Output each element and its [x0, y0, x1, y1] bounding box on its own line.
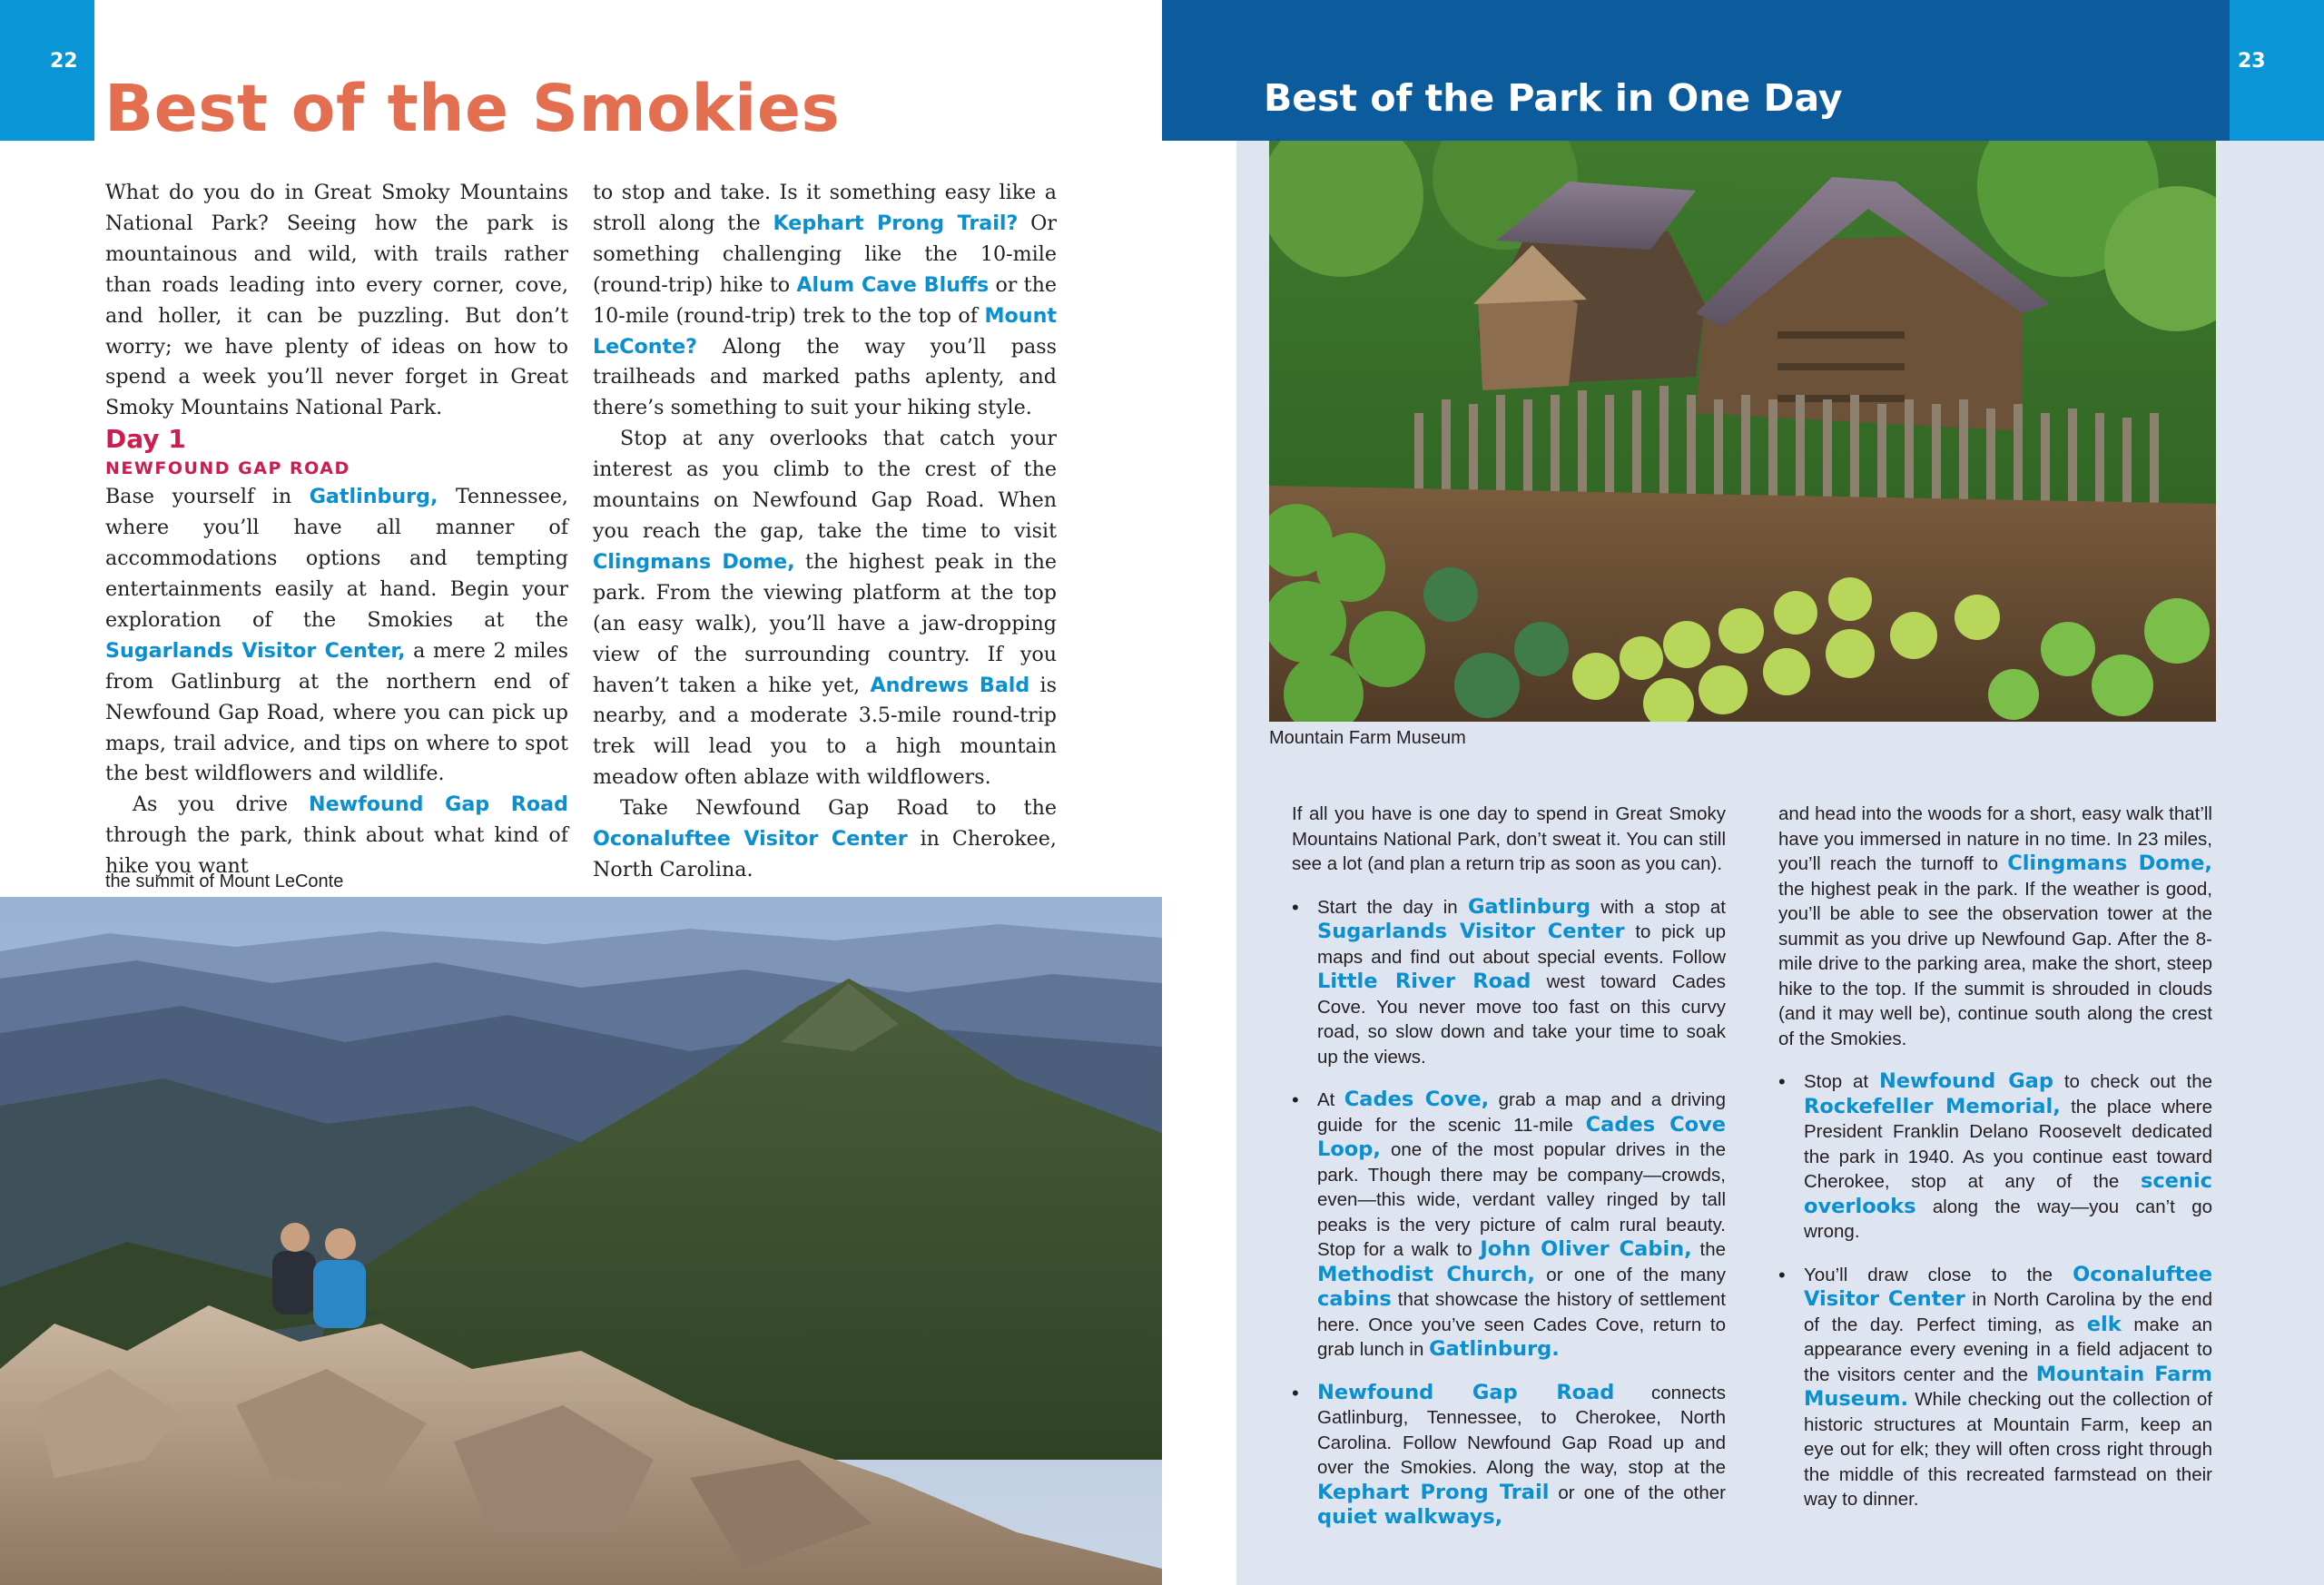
link-rockefeller-memorial[interactable]: Rockefeller Memorial, — [1804, 1094, 2061, 1118]
link-scenic-overlooks[interactable]: scenic overlooks — [1804, 1169, 2212, 1218]
link-mount-leconte[interactable]: Mount LeConte? — [593, 303, 1057, 359]
page-number-right: 23 — [2238, 50, 2266, 73]
list-item: • Stop at Newfound Gap to check out the Rockefeller Memorial, the place where President Franklin Delano Roosevelt dedicated the park in 1940. As you continue east toward Cherokee, stop at any of the scenic overlooks along the way—you can’t go wrong. — [1778, 1069, 2212, 1245]
link-alum-cave-bluffs[interactable]: Alum Cave Bluffs — [796, 272, 990, 297]
link-sugarlands-visitor-center-sidebar[interactable]: Sugarlands Visitor Center — [1317, 920, 1625, 943]
photo-mountain-farm-museum — [1269, 141, 2216, 722]
link-cades-cove[interactable]: Cades Cove, — [1344, 1088, 1490, 1111]
link-gatlinburg[interactable]: Gatlinburg, — [309, 485, 438, 509]
header-band — [1162, 0, 2233, 141]
link-gatlinburg-sidebar[interactable]: Gatlinburg — [1467, 894, 1591, 919]
paragraph-hike-options: to stop and take. Is it something easy like a stroll along the Kephart Prong Trail? Or something challenging like the 10-mile (round-trip) hike to Alum Cave Bluffs or the 10-mile (round-trip) trek to the top of Mount LeConte? Along the way you’ll pass trailheads and marked paths aplenty, and there’s something to suit your hiking style. — [593, 181, 1057, 420]
link-mountain-farm-museum[interactable]: Mountain Farm Museum. — [1804, 1362, 2212, 1411]
sidebar-column-2 — [1778, 802, 2212, 1531]
page-number-tab-left — [0, 0, 94, 141]
link-clingmans-dome[interactable]: Clingmans Dome, — [593, 549, 795, 574]
paragraph-as-you-drive: As you drive Newfound Gap Road through the park, think about what kind of hike you want — [105, 792, 568, 879]
right-page — [1162, 0, 2324, 1585]
intro-paragraph: What do you do in Great Smoky Mountains National Park? Seeing how the park is mountainous and wild, with trails rather than roads leading into every corner, cove, and holler, it can be puzzling. But don’t worry; we have plenty of ideas on how to spend a week you’ll never forget in Great Smoky Mountains National Park. — [105, 181, 568, 420]
link-methodist-church[interactable]: Methodist Church, — [1317, 1262, 1535, 1286]
link-kephart-prong-trail-sidebar[interactable]: Kephart Prong Trail — [1317, 1480, 1550, 1504]
link-newfound-gap[interactable]: Newfound Gap — [1878, 1069, 2053, 1093]
list-item: • Start the day in Gatlinburg with a stop at Sugarlands Visitor Center to pick up maps and find out about special events. Follow Little River Road west toward Cades Cove. You never move too fast on this curvy road, so slow down and take your time to soak up the views. — [1292, 895, 1726, 1070]
list-item: • Newfound Gap Road connects Gatlinburg, Tennessee, to Cherokee, North Carolina. Follow Newfound Gap Road up and over the Smokies. Along the way, stop at the Kephart Prong Trail or one of the other quiet walkways, — [1292, 1381, 1726, 1531]
section-title: Best of the Park in One Day — [1264, 76, 1843, 120]
link-little-river-road[interactable]: Little River Road — [1317, 970, 1531, 993]
page-number-left: 22 — [50, 50, 78, 73]
link-newfound-gap-road[interactable]: Newfound Gap Road — [309, 792, 568, 817]
link-cabins[interactable]: cabins — [1317, 1287, 1392, 1311]
sidebar-continued-text: and head into the woods for a short, easy walk that’ll have you immersed in nature in no time. In 23 miles, you’ll reach the turnoff to Clingmans Dome, the highest peak in the park. If the weather is good, you’ll be able to see the observation tower at the summit as you drive up Newfound Gap. After the 8-mile drive to the parking area, make the short, steep hike to the top. If the summit is shrouded in clouds (and it may well be), continue south along the crest of the Smokies. — [1778, 803, 2212, 1049]
photo-mount-leconte — [0, 897, 1162, 1585]
link-kephart-prong-trail[interactable]: Kephart Prong Trail? — [773, 211, 1019, 235]
link-clingmans-dome-sidebar[interactable]: Clingmans Dome, — [2007, 852, 2212, 875]
link-sugarlands-visitor-center[interactable]: Sugarlands Visitor Center, — [105, 638, 406, 663]
text-column-2 — [593, 178, 1057, 886]
page-title: Best of the Smokies — [104, 71, 841, 146]
link-newfound-gap-road-sidebar[interactable]: Newfound Gap Road — [1317, 1380, 1615, 1404]
sidebar-intro: If all you have is one day to spend in Great Smoky Mountains National Park, don’t sweat it. You can still see a lot (and plan a return trip as soon as you can). — [1292, 803, 1726, 874]
link-quiet-walkways[interactable]: quiet walkways, — [1317, 1505, 1503, 1529]
link-gatlinburg-lunch[interactable]: Gatlinburg. — [1429, 1337, 1560, 1361]
itinerary-list-2 — [1778, 1069, 2212, 1512]
link-cades-cove-loop[interactable]: Cades Cove Loop, — [1317, 1112, 1726, 1161]
link-oconaluftee-visitor-center[interactable]: Oconaluftee Visitor Center — [593, 827, 908, 852]
list-item: • At Cades Cove, grab a map and a driving guide for the scenic 11-mile Cades Cove Loop, one of the most popular drives in the park. Though there may be company—crowds, even—this wide, verdant valley ringed by tall peaks is the very picture of calm rural beauty. Stop for a walk to John Oliver Cabin, the Methodist Church, or one of the many cabins that showcase the history of settlement here. Once you’ve seen Cades Cove, return to grab lunch in Gatlinburg. — [1292, 1088, 1726, 1363]
paragraph-overlooks: Stop at any overlooks that catch your interest as you climb to the crest of the mountains on Newfound Gap Road. When you reach the gap, take the time to visit Clingmans Dome, the highest peak in the park. From the viewing platform at the top (an easy walk), you’ll have a jaw-dropping view of the surrounding country. If you haven’t taken a hike yet, Andrews Bald is nearby, and a moderate 3.5-mile round-trip trek will lead you to a high mountain meadow often ablaze with wildflowers. — [593, 427, 1058, 790]
paragraph-base-yourself: Base yourself in Gatlinburg, Tennessee, where you’ll have all manner of accommodations options and tempting entertainments easily at hand. Begin your exploration of the Smokies at the Sugarlands Visitor Center, a mere 2 miles from Gatlinburg at the northern end of Newfound Gap Road, where you can pick up maps, trail advice, and tips on where to spot the best wildflowers and wildlife. — [105, 485, 568, 786]
photo-caption-farm: Mountain Farm Museum — [1269, 728, 1466, 748]
list-item: • You’ll draw close to the Oconaluftee Visitor Center in North Carolina by the end of the day. Perfect timing, as elk make an appearance every evening in a field adjacent to the visitors center and the Mountain Farm Museum. While checking out the collection of historic structures at Mountain Farm, keep an eye out for elk; they will often cross right through the middle of this recreated farmstead on their way to dinner. — [1778, 1263, 2212, 1512]
day-heading: Day 1 — [105, 424, 186, 455]
text-column-1 — [105, 178, 568, 882]
link-andrews-bald[interactable]: Andrews Bald — [870, 673, 1030, 697]
photo-caption-leconte: the summit of Mount LeConte — [105, 871, 344, 891]
link-oconaluftee-visitor-center-sidebar[interactable]: Oconaluftee Visitor Center — [1804, 1262, 2212, 1311]
link-john-oliver-cabin[interactable]: John Oliver Cabin, — [1480, 1237, 1692, 1261]
itinerary-list-1 — [1292, 895, 1726, 1531]
link-elk[interactable]: elk — [2086, 1312, 2122, 1336]
day-subheading: NEWFOUND GAP ROAD — [105, 458, 350, 479]
sidebar-column-1 — [1292, 802, 1726, 1549]
paragraph-oconaluftee: Take Newfound Gap Road to the Oconaluftee Visitor Center in Cherokee, North Carolina. — [593, 796, 1057, 881]
